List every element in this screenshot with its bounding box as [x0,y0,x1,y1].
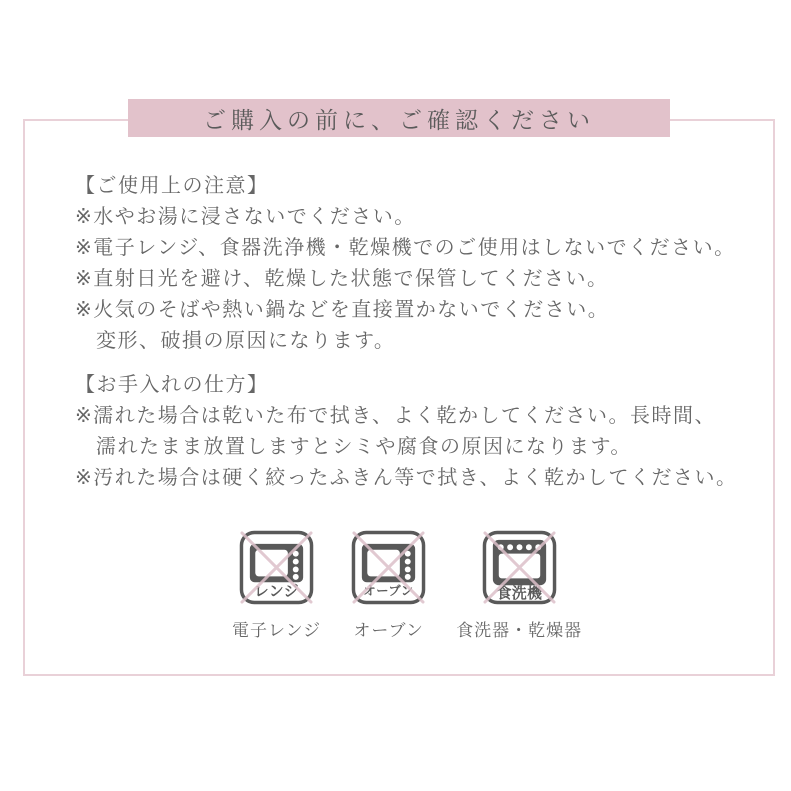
care-line: ※濡れた場合は乾いた布で拭き、よく乾かしてください。長時間、 [75,405,716,427]
banner-title: ご購入の前に、ご確認ください [203,106,595,133]
banner [128,99,670,137]
usage-line-continued: 変形、破損の原因になります。 [96,330,396,352]
usage-line: ※直射日光を避け、乾燥した状態で保管してください。 [75,268,609,290]
microwave-label: 電子レンジ [232,621,322,640]
oven-badge-text: オーブン [363,584,414,599]
usage-heading: 【ご使用上の注意】 [75,175,269,197]
usage-line: ※電子レンジ、食器洗浄機・乾燥機でのご使用はしないでください。 [75,237,736,259]
care-section [75,370,737,494]
oven-warning [351,530,426,641]
dishwasher-badge-text: 食洗機 [496,586,543,603]
oven-icon [351,530,426,605]
oven-label: オーブン [353,621,424,640]
microwave-warning [232,530,321,641]
dishwasher-label: 食洗器・乾燥器 [456,621,583,640]
care-line-continued: 濡れたまま放置しますとシミや腐食の原因になります。 [96,436,632,458]
care-heading: 【お手入れの仕方】 [75,374,269,396]
dishwasher-warning [456,530,582,641]
microwave-badge-text: レンジ [254,584,300,601]
usage-line: ※火気のそばや熱い鍋などを直接置かないでください。 [75,299,610,321]
dishwasher-icon [482,530,557,605]
care-line: ※汚れた場合は硬く絞ったふきん等で拭き、よく乾かしてください。 [75,467,738,489]
appliance-warning-icons [232,530,582,641]
usage-section [75,171,737,357]
microwave-icon [239,530,314,605]
notice-content [75,171,737,494]
usage-line: ※水やお湯に浸さないでください。 [75,206,416,228]
